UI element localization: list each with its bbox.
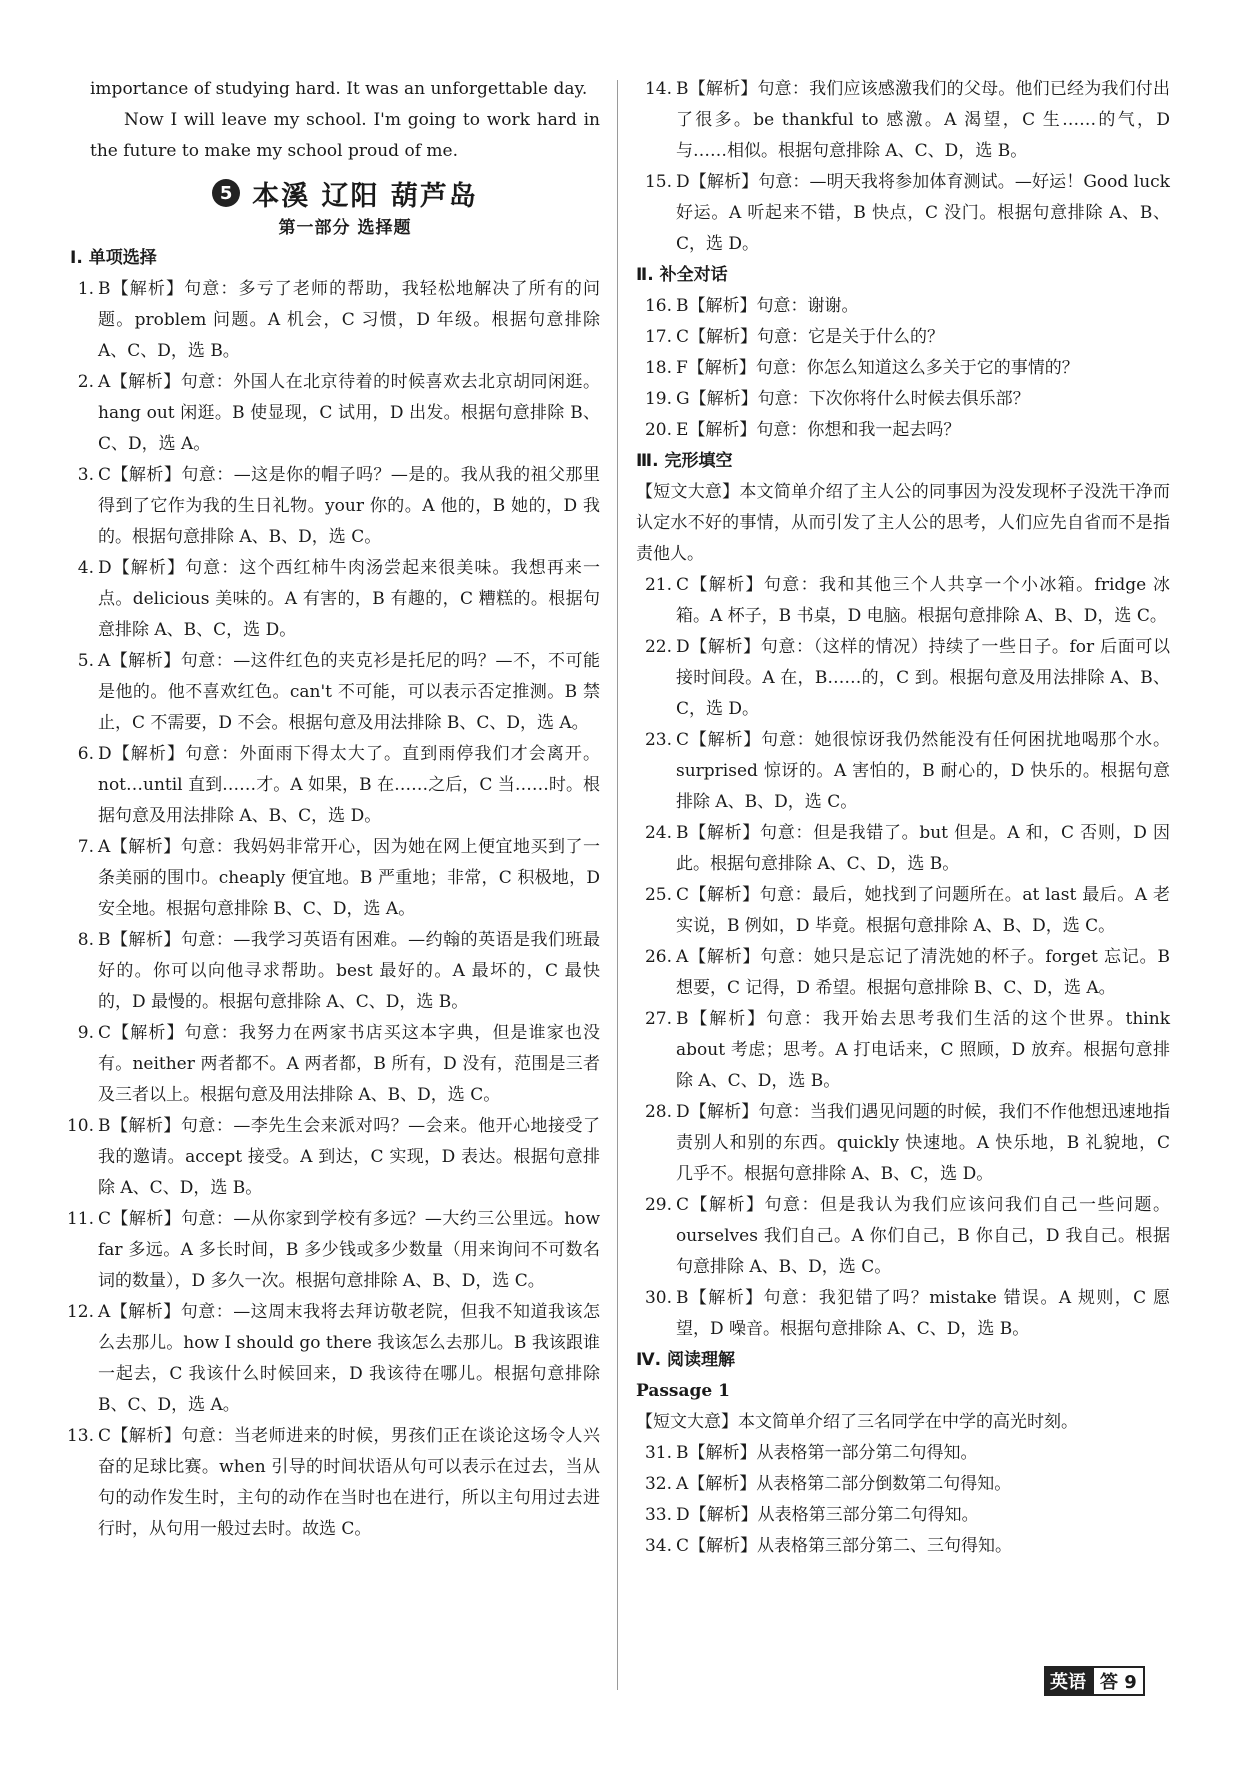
answer-item	[64, 1297, 600, 1421]
answer-item	[636, 322, 1170, 353]
answer-item	[636, 1500, 1170, 1531]
answer-number: 27.	[644, 1009, 672, 1029]
answer-explanation: C【解析】句意：但是我认为我们应该问我们自己一些问题。ourselves 我们自己。A 你们自己，B 你自己，D 我自己。根据句意排除 A、B、D，选 C。	[676, 1195, 1170, 1277]
left-item-list	[66, 274, 600, 1545]
answer-number: 32.	[644, 1474, 672, 1494]
answer-explanation: B【解析】从表格第一部分第二句得知。	[676, 1443, 978, 1463]
answer-explanation: B【解析】句意：但是我错了。but 但是。A 和，C 否则，D 因此。根据句意排除 A、C、D，选 B。	[676, 823, 1170, 874]
right-item-list-b	[636, 291, 1170, 446]
answer-number: 34.	[644, 1536, 672, 1556]
answer-item	[636, 74, 1170, 167]
answer-item	[636, 942, 1170, 1004]
answer-number: 2.	[77, 372, 94, 392]
answer-number: 4.	[77, 558, 94, 578]
section-title: 本溪 辽阳 葫芦岛	[252, 180, 478, 212]
answer-number: 20.	[644, 420, 672, 440]
section-number: 5	[212, 179, 240, 207]
answer-item	[636, 632, 1170, 725]
answer-explanation: C【解析】从表格第三部分第二、三句得知。	[676, 1536, 1013, 1556]
answer-number: 13.	[66, 1426, 94, 1446]
answer-number: 33.	[644, 1505, 672, 1525]
cloze-summary: 【短文大意】本文简单介绍了主人公的同事因为没发现杯子没洗干净而认定水不好的事情，从而引发了主人公的思考，人们应先自省而不是指责他人。	[636, 482, 1170, 564]
answer-number: 22.	[644, 637, 672, 657]
answer-number: 11.	[66, 1209, 94, 1229]
answer-explanation: C【解析】句意：她很惊讶我仍然能没有任何困扰地喝那个水。surprised 惊讶的。A 害怕的，B 耐心的，D 快乐的。根据句意排除 A、B、D，选 C。	[676, 730, 1170, 812]
answer-explanation: B【解析】句意：我犯错了吗？mistake 错误。A 规则，C 愿望，D 噪音。根据句意排除 A、C、D，选 B。	[676, 1288, 1170, 1339]
answer-number: 15.	[644, 172, 672, 192]
answer-number: 9.	[77, 1023, 94, 1043]
answer-item	[636, 291, 1170, 322]
answer-number: 25.	[644, 885, 672, 905]
answer-number: 14.	[644, 79, 672, 99]
answer-item	[64, 460, 600, 553]
answer-number: 31.	[644, 1443, 672, 1463]
heading-cloze: Ⅲ. 完形填空	[636, 451, 733, 471]
right-item-list-a	[636, 74, 1170, 260]
answer-item	[636, 1004, 1170, 1097]
answer-item	[64, 646, 600, 739]
answer-explanation: B【解析】句意：多亏了老师的帮助，我轻松地解决了所有的问题。problem 问题。A 机会，C 习惯，D 年级。根据句意排除 A、C、D，选 B。	[98, 279, 600, 361]
answer-number: 26.	[644, 947, 672, 967]
answer-item	[64, 274, 600, 367]
answer-number: 17.	[644, 327, 672, 347]
top-paragraph: Now I will leave my school. I'm going to work hard in the future to make my school proud of me.	[90, 110, 600, 161]
answer-number: 3.	[77, 465, 94, 485]
answer-explanation: C【解析】句意：当老师进来的时候，男孩们正在谈论这场令人兴奋的足球比赛。when 引导的时间状语从句可以表示在过去，当从句的动作发生时，主句的动作在当时也在进行，所以主句用过去进行时，从句用一般过去时。故选 C。	[98, 1426, 600, 1539]
answer-item	[64, 553, 600, 646]
answer-explanation: D【解析】句意：外面雨下得太大了。直到雨停我们才会离开。not…until 直到……才。A 如果，B 在……之后，C 当……时。根据句意及用法排除 A、B、C，选 D。	[98, 744, 600, 826]
heading-reading: Ⅳ. 阅读理解	[636, 1350, 736, 1370]
right-column	[636, 74, 1170, 1562]
answer-explanation: B【解析】句意：—李先生会来派对吗？—会来。他开心地接受了我的邀请。accept 接受。A 到达，C 实现，D 表达。根据句意排除 A、C、D，选 B。	[98, 1116, 600, 1198]
answer-number: 18.	[644, 358, 672, 378]
answer-item	[64, 832, 600, 925]
answer-item	[636, 818, 1170, 880]
answer-item	[636, 1469, 1170, 1500]
answer-explanation: A【解析】从表格第二部分倒数第二句得知。	[676, 1474, 1012, 1494]
answer-explanation: E【解析】句意：你想和我一起去吗？	[676, 420, 961, 440]
answer-item	[64, 1111, 600, 1204]
answer-explanation: G【解析】句意：下次你将什么时候去俱乐部？	[676, 389, 1030, 409]
answer-number: 23.	[644, 730, 672, 750]
footer-page-number: 答 9	[1092, 1666, 1145, 1696]
answer-item	[636, 880, 1170, 942]
page-footer	[1044, 1666, 1145, 1696]
answer-explanation: F【解析】句意：你怎么知道这么多关于它的事情的？	[676, 358, 1079, 378]
answer-number: 10.	[66, 1116, 94, 1136]
answer-item	[636, 1190, 1170, 1283]
answer-explanation: D【解析】句意：这个西红柿牛肉汤尝起来很美味。我想再来一点。delicious 美味的。A 有害的，B 有趣的，C 糟糕的。根据句意排除 A、B、C，选 D。	[98, 558, 600, 640]
answer-explanation: A【解析】句意：我妈妈非常开心，因为她在网上便宜地买到了一条美丽的围巾。cheaply 便宜地。B 严重地；非常，C 积极地，D 安全地。根据句意排除 B、C、D，选 A。	[98, 837, 600, 919]
answer-item	[636, 1438, 1170, 1469]
answer-item	[64, 1421, 600, 1545]
answer-number: 7.	[77, 837, 94, 857]
answer-explanation: C【解析】句意：我和其他三个人共享一个小冰箱。fridge 冰箱。A 杯子，B 书桌，D 电脑。根据句意排除 A、B、D，选 C。	[676, 575, 1170, 626]
answer-number: 19.	[644, 389, 672, 409]
answer-item	[64, 739, 600, 832]
right-item-list-c	[636, 570, 1170, 1345]
answer-number: 28.	[644, 1102, 672, 1122]
answer-number: 21.	[644, 575, 672, 595]
answer-item	[64, 367, 600, 460]
answer-number: 30.	[644, 1288, 672, 1308]
passage-title: Passage 1	[636, 1381, 730, 1401]
answer-explanation: B【解析】句意：—我学习英语有困难。—约翰的英语是我们班最好的。你可以向他寻求帮助。best 最好的。A 最坏的，C 最快的，D 最慢的。根据句意排除 A、C、D，选 B。	[98, 930, 600, 1012]
answer-item	[64, 1204, 600, 1297]
answer-number: 5.	[77, 651, 94, 671]
answer-explanation: B【解析】句意：我们应该感激我们的父母。他们已经为我们付出了很多。be thankful to 感激。A 渴望，C 生……的气，D 与……相似。根据句意排除 A、C、D，选 B。	[676, 79, 1170, 161]
column-divider	[617, 80, 618, 1690]
answer-explanation: C【解析】句意：—这是你的帽子吗？—是的。我从我的祖父那里得到了它作为我的生日礼物。your 你的。A 他的，B 她的，D 我的。根据句意排除 A、B、D，选 C。	[98, 465, 600, 547]
answer-explanation: D【解析】句意：（这样的情况）持续了一些日子。for 后面可以接时间段。A 在，B……的，C 到。根据句意及用法排除 A、B、C，选 D。	[676, 637, 1170, 719]
answer-explanation: C【解析】句意：最后，她找到了问题所在。at last 最后。A 老实说，B 例如，D 毕竟。根据句意排除 A、B、D，选 C。	[676, 885, 1170, 936]
answer-number: 29.	[644, 1195, 672, 1215]
answer-number: 12.	[66, 1302, 94, 1322]
answer-explanation: A【解析】句意：—这周末我将去拜访敬老院，但我不知道我该怎么去那儿。how I should go there 我该怎么去那儿。B 我该跟谁一起去，C 我该什么时候回来，D 我该待在哪儿。根据句意排除 B、C、D，选 A。	[98, 1302, 600, 1415]
answer-explanation: C【解析】句意：—从你家到学校有多远？—大约三公里远。how far 多远。A 多长时间，B 多少钱或多少数量（用来询问不可数名词的数量），D 多久一次。根据句意排除 A、B、D，选 C。	[98, 1209, 600, 1291]
answer-item	[636, 384, 1170, 415]
answer-item	[636, 415, 1170, 446]
answer-explanation: D【解析】句意：—明天我将参加体育测试。—好运！Good luck 好运。A 听起来不错，B 快点，C 没门。根据句意排除 A、B、C，选 D。	[676, 172, 1170, 254]
answer-item	[636, 1531, 1170, 1562]
part-title: 第一部分 选择题	[278, 218, 412, 238]
answer-explanation: A【解析】句意：—这件红色的夹克衫是托尼的吗？—不，不可能是他的。他不喜欢红色。can't 不可能，可以表示否定推测。B 禁止，C 不需要，D 不会。根据句意及用法排除 B、C、D，选 A。	[98, 651, 600, 733]
left-column	[66, 74, 600, 1545]
answer-number: 24.	[644, 823, 672, 843]
answer-item	[636, 167, 1170, 260]
answer-explanation: B【解析】句意：谢谢。	[676, 296, 859, 316]
answer-item	[636, 1283, 1170, 1345]
answer-item	[636, 725, 1170, 818]
answer-item	[636, 353, 1170, 384]
passage-summary: 【短文大意】本文简单介绍了三名同学在中学的高光时刻。	[636, 1412, 1078, 1432]
answer-item	[636, 1097, 1170, 1190]
answer-explanation: D【解析】从表格第三部分第二句得知。	[676, 1505, 979, 1525]
answer-explanation: A【解析】句意：外国人在北京待着的时候喜欢去北京胡同闲逛。hang out 闲逛。B 使显现，C 试用，D 出发。根据句意排除 B、C、D，选 A。	[98, 372, 600, 454]
heading-dialogue: Ⅱ. 补全对话	[636, 265, 728, 285]
answer-item	[636, 570, 1170, 632]
answer-item	[64, 925, 600, 1018]
answer-explanation: A【解析】句意：她只是忘记了清洗她的杯子。forget 忘记。B 想要，C 记得，D 希望。根据句意排除 B、C、D，选 A。	[676, 947, 1170, 998]
heading-single-choice: Ⅰ. 单项选择	[70, 248, 157, 268]
answer-number: 6.	[77, 744, 94, 764]
answer-explanation: B【解析】句意：我开始去思考我们生活的这个世界。think about 考虑；思考。A 打电话来，C 照顾，D 放弃。根据句意排除 A、C、D，选 B。	[676, 1009, 1170, 1091]
answer-explanation: C【解析】句意：我努力在两家书店买这本字典，但是谁家也没有。neither 两者都不。A 两者都，B 所有，D 没有，范围是三者及三者以上。根据句意及用法排除 A、B、D，选 C。	[98, 1023, 600, 1105]
answer-item	[64, 1018, 600, 1111]
answer-explanation: D【解析】句意：当我们遇见问题的时候，我们不作他想迅速地指责别人和别的东西。quickly 快速地。A 快乐地，B 礼貌地，C 几乎不。根据句意排除 A、B、C，选 D。	[676, 1102, 1170, 1184]
section-banner	[90, 173, 600, 213]
answer-explanation: C【解析】句意：它是关于什么的？	[676, 327, 945, 347]
answer-number: 1.	[77, 279, 94, 299]
top-line: importance of studying hard. It was an unforgettable day.	[90, 79, 588, 99]
right-item-list-d	[636, 1438, 1170, 1562]
answer-number: 8.	[77, 930, 94, 950]
footer-subject: 英语	[1044, 1666, 1092, 1696]
answer-number: 16.	[644, 296, 672, 316]
